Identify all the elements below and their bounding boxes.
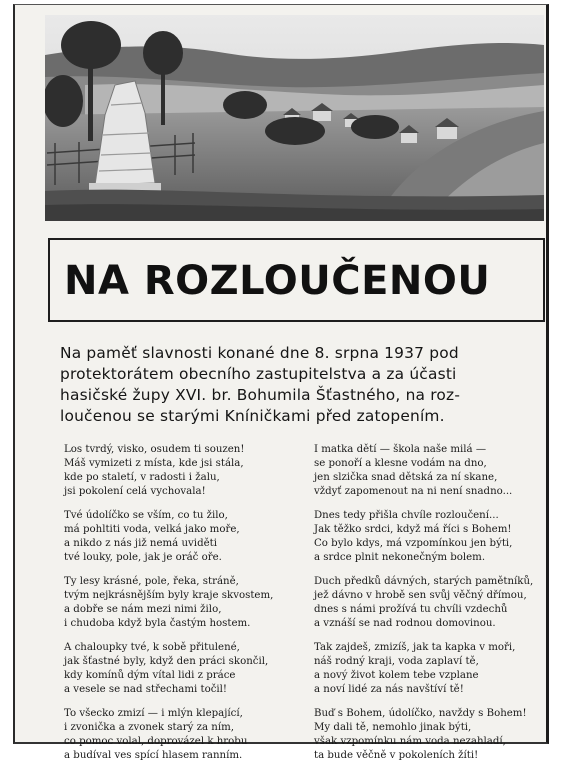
poem-verse: vždyť zapomenout na ni není snadno... — [314, 486, 513, 497]
title-frame — [48, 238, 545, 322]
poem-stanza — [64, 509, 294, 565]
poem-stanza — [314, 641, 544, 697]
village-photograph — [45, 15, 544, 221]
poem-verse: jsi pokolení celá vychovala! — [64, 486, 206, 497]
poem-stanza — [314, 707, 544, 763]
poem-verse: Los tvrdý, visko, osudem ti souzen! — [64, 444, 245, 455]
poem-verse: tvým nejkrásnějším byly kraje skvostem, — [64, 590, 274, 601]
poem-verse: co pomoc volal, doprovázel k hrobu — [64, 736, 248, 747]
poem-verse: Buď s Bohem, údolíčko, navždy s Bohem! — [314, 708, 527, 719]
poem-verse: jak šťastné byly, když den práci skončil, — [64, 656, 269, 667]
poem-verse: i zvonička a zvonek starý za ním, — [64, 722, 234, 733]
poem-verse: se ponoří a klesne vodám na dno, — [314, 458, 487, 469]
poem-stanza — [64, 641, 294, 697]
poem-stanza — [314, 575, 544, 631]
poem-verse: a dobře se nám mezi nimi žilo, — [64, 604, 222, 615]
intro-line: Na paměť slavnosti konané dne 8. srpna 1937 pod — [60, 344, 459, 362]
poem-verse: To všecko zmizí — i mlýn klepající, — [64, 708, 243, 719]
poem-verse: Máš vymizeti z místa, kde jsi stála, — [64, 458, 244, 469]
poem-verse: a vesele se nad střechami točil! — [64, 684, 228, 695]
poem-verse: a budíval ves spící hlasem ranním. — [64, 750, 243, 761]
poem-verse: Co bylo kdys, má vzpomínkou jen býti, — [314, 538, 513, 549]
poem-verse: má pohltiti voda, velká jako moře, — [64, 524, 240, 535]
poster-sheet — [13, 4, 549, 761]
poem-verse: I matka dětí — škola naše milá — — [314, 444, 487, 455]
intro-line: loučenou se starými Kníničkami před zatopením. — [60, 407, 445, 425]
poem-verse: Duch předků dávných, starých pamětníků, — [314, 576, 534, 587]
poem-stanza — [64, 575, 294, 631]
poem-verse: Tak zajdeš, zmizíš, jak ta kapka v moři, — [314, 642, 516, 653]
poem-verse: A chaloupky tvé, k sobě přitulené, — [64, 642, 240, 653]
poem-verse: a srdce plnit nekonečným bolem. — [314, 552, 486, 563]
intro-line: hasičské župy XVI. br. Bohumila Šťastného, na roz- — [60, 386, 461, 404]
poem-verse: My dali tě, nemohlo jinak býti, — [314, 722, 472, 733]
poem-verse: kdy komínů dým vítal lidi z práce — [64, 670, 236, 681]
poem-stanza — [64, 707, 294, 763]
poem-right-column — [314, 443, 544, 773]
poem-verse: jen slzička snad dětská za ní skane, — [314, 472, 498, 483]
poem-verse: ta bude věčně v pokoleních žíti! — [314, 750, 479, 761]
poem-verse: náš rodný kraji, voda zaplaví tě, — [314, 656, 479, 667]
poem-stanza — [64, 443, 294, 499]
poem-verse: Ty lesy krásné, pole, řeka, stráně, — [64, 576, 239, 587]
poem-verse: Jak těžko srdci, když má říci s Bohem! — [314, 524, 512, 535]
poem-verse: dnes s námi prožívá tu chvíli vzdechů — [314, 604, 508, 615]
intro-line: protektorátem obecního zastupitelstva a za účasti — [60, 365, 457, 383]
poster-title: NA ROZLOUČENOU — [64, 258, 491, 304]
poem-verse: Tvé údolíčko se vším, co tu žilo, — [64, 510, 228, 521]
poem-verse: i chudoba když byla častým hostem. — [64, 618, 251, 629]
poem-left-column — [64, 443, 294, 773]
poem-verse: však vzpomínku nám voda nezahladí, — [314, 736, 506, 747]
poem-verse: Dnes tedy přišla chvíle rozloučení... — [314, 510, 499, 521]
poem-verse: a nikdo z nás již nemá uviděti — [64, 538, 217, 549]
poem-stanza — [314, 443, 544, 499]
poem-stanza — [314, 509, 544, 565]
poem-verse: kde po staletí, v radosti i žalu, — [64, 472, 220, 483]
poem-verse: jež dávno v hrobě sen svůj věčný dřímou, — [314, 590, 527, 601]
poem-verse: a noví lidé za nás navštíví tě! — [314, 684, 464, 695]
poem-verse: a vznáší se nad rodnou domovinou. — [314, 618, 496, 629]
poem-verse: a nový život kolem tebe vzplane — [314, 670, 479, 681]
intro-paragraph — [60, 343, 540, 427]
poem-verse: tvé louky, pole, jak je oráč oře. — [64, 552, 222, 563]
